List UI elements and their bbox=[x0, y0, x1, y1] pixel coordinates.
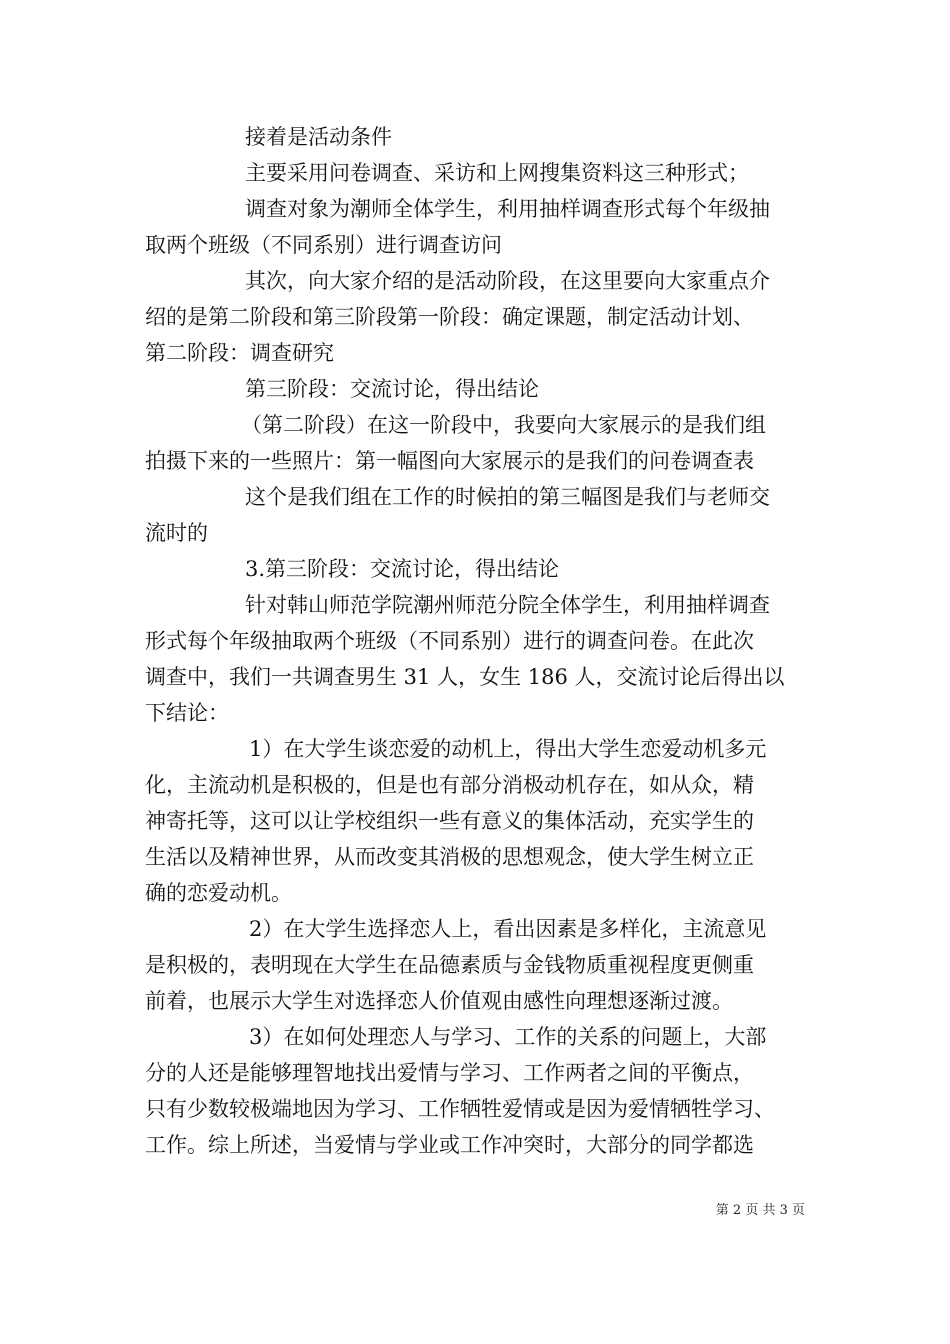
text-line: 第三阶段：交流讨论，得出结论 bbox=[245, 377, 539, 401]
text-line: 调查对象为潮师全体学生，利用抽样调查形式每个年级抽 bbox=[245, 197, 770, 221]
text-line: 接着是活动条件 bbox=[245, 125, 392, 149]
text-line: 神寄托等，这可以让学校组织一些有意义的集体活动，充实学生的 bbox=[145, 809, 754, 833]
text-line: （第二阶段）在这一阶段中，我要向大家展示的是我们组 bbox=[241, 413, 766, 437]
text-line: 分的人还是能够理智地找出爱情与学习、工作两者之间的平衡点， bbox=[145, 1061, 754, 1085]
body-text bbox=[145, 119, 805, 1163]
text-line: 只有少数较极端地因为学习、工作牺牲爱情或是因为爱情牺牲学习、 bbox=[145, 1097, 775, 1121]
text-line: 拍摄下来的一些照片：第一幅图向大家展示的是我们的问卷调查表 bbox=[145, 449, 754, 473]
text-line: 化，主流动机是积极的，但是也有部分消极动机存在，如从众，精 bbox=[145, 773, 754, 797]
text-line: 工作。综上所述，当爱情与学业或工作冲突时，大部分的同学都选 bbox=[145, 1133, 754, 1157]
text-line: 绍的是第二阶段和第三阶段第一阶段：确定课题，制定活动计划、 bbox=[145, 305, 754, 329]
text-line: 这个是我们组在工作的时候拍的第三幅图是我们与老师交 bbox=[245, 485, 770, 509]
text-line: 2）在大学生选择恋人上，看出因素是多样化，主流意见 bbox=[249, 917, 767, 941]
text-line: 1）在大学生谈恋爱的动机上，得出大学生恋爱动机多元 bbox=[249, 737, 767, 761]
text-line: 第二阶段：调查研究 bbox=[145, 341, 334, 365]
text-line: 其次，向大家介绍的是活动阶段，在这里要向大家重点介 bbox=[245, 269, 770, 293]
text-line: 3）在如何处理恋人与学习、工作的关系的问题上，大部 bbox=[249, 1025, 767, 1049]
text-line: 是积极的，表明现在大学生在品德素质与金钱物质重视程度更侧重 bbox=[145, 953, 754, 977]
text-line: 前着，也展示大学生对选择恋人价值观由感性向理想逐渐过渡。 bbox=[145, 989, 733, 1013]
text-line: 主要采用问卷调查、采访和上网搜集资料这三种形式； bbox=[245, 161, 749, 185]
text-line: 针对韩山师范学院潮州师范分院全体学生，利用抽样调查 bbox=[245, 593, 770, 617]
text-line: 形式每个年级抽取两个班级（不同系别）进行的调查问卷。在此次 bbox=[145, 629, 754, 653]
text-line: 生活以及精神世界，从而改变其消极的思想观念，使大学生树立正 bbox=[145, 845, 754, 869]
text-line: 确的恋爱动机。 bbox=[145, 881, 292, 905]
text-line: 流时的 bbox=[145, 521, 208, 545]
text-line: 取两个班级（不同系别）进行调查访问 bbox=[145, 233, 502, 257]
page-footer: 第 2 页 共 3 页 bbox=[715, 1203, 805, 1218]
text-line: 3.第三阶段：交流讨论，得出结论 bbox=[245, 557, 560, 581]
text-line: 调查中，我们一共调查男生 31 人，女生 186 人，交流讨论后得出以 bbox=[145, 665, 785, 689]
text-line: 下结论： bbox=[145, 701, 229, 725]
